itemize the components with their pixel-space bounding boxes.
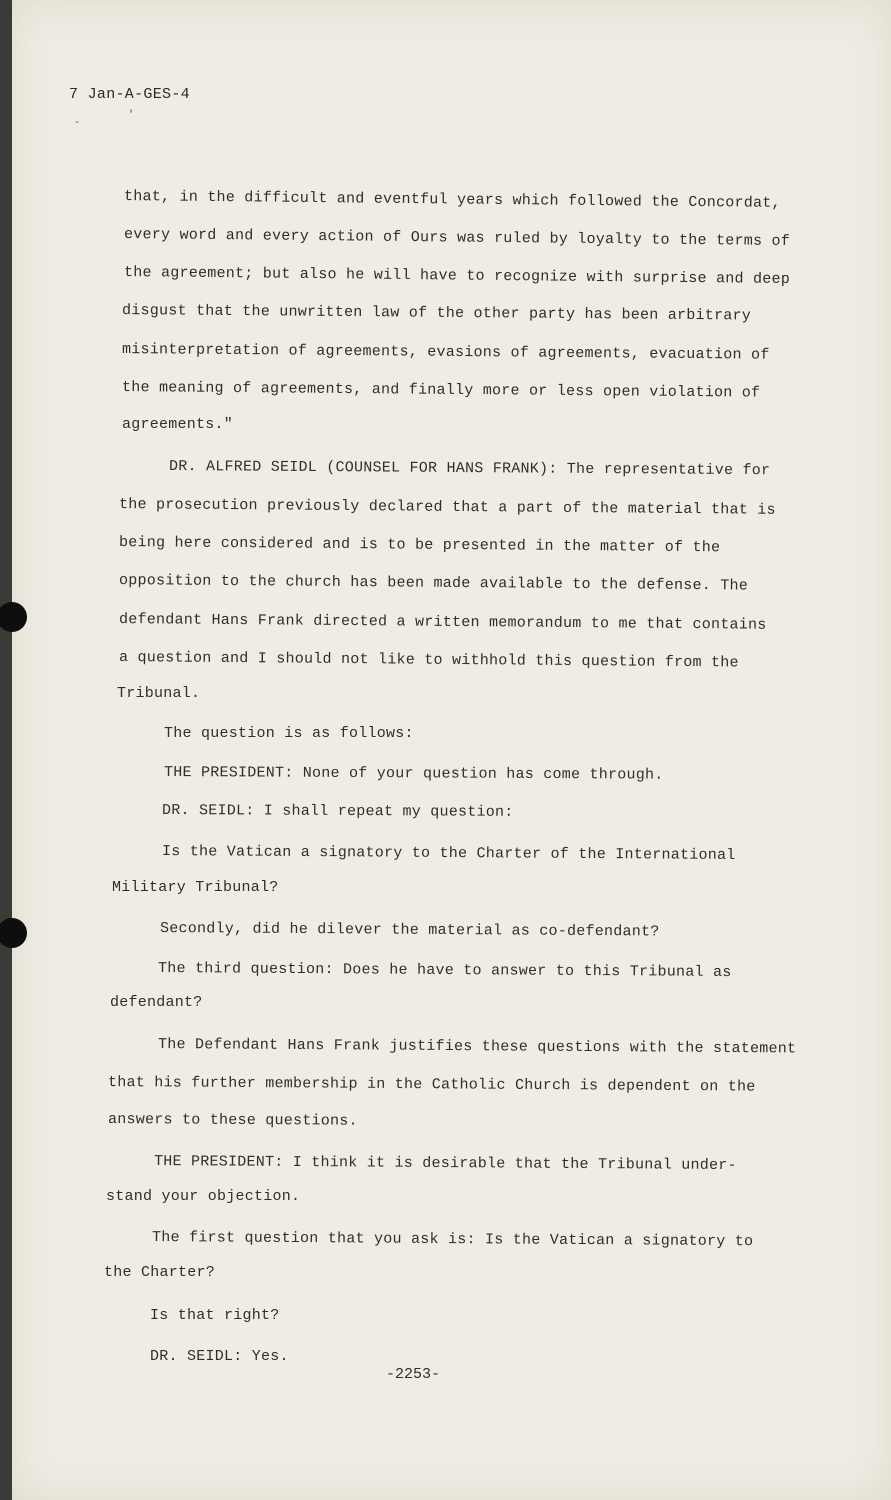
text-line: answers to these questions. [107, 1111, 358, 1130]
text-line: Is that right? [150, 1307, 280, 1324]
text-line: defendant? [110, 994, 203, 1011]
text-line: The third question: Does he have to answer to this Tribunal as [157, 960, 732, 982]
text-line: defendant Hans Frank directed a written memorandum to me that contains [118, 611, 767, 634]
text-line: Military Tribunal? [112, 879, 279, 896]
punch-hole-upper [0, 602, 27, 632]
speaker-line: DR. SEIDL: Yes. [150, 1348, 289, 1365]
ink-speck: ' [128, 110, 135, 121]
text-line: stand your objection. [106, 1188, 301, 1205]
text-line: that, in the difficult and eventful years which followed the Concordat, [123, 188, 781, 212]
speaker-line: THE PRESIDENT: None of your question has come through. [163, 764, 664, 784]
text-line: being here considered and is to be presented in the matter of the [118, 534, 721, 557]
text-line: The Defendant Hans Frank justifies these questions with the statement [157, 1036, 797, 1058]
text-line: a question and I should not like to withhold this question from the [118, 649, 739, 672]
text-line: every word and every action of Ours was ruled by loyalty to the terms of [123, 226, 791, 250]
speaker-line: DR. ALFRED SEIDL (COUNSEL FOR HANS FRANK): The representative for [168, 458, 771, 480]
text-line: the prosecution previously declared that a part of the material that is [118, 496, 776, 519]
text-line: the Charter? [104, 1264, 216, 1281]
page-identifier: 7 Jan-A-GES-4 [69, 86, 190, 103]
speaker-line: THE PRESIDENT: I think it is desirable that the Tribunal under- [153, 1153, 737, 1175]
text-line: The question is as follows: [164, 725, 414, 742]
text-line: the meaning of agreements, and finally more or less open violation of [121, 379, 761, 402]
text-line: disgust that the unwritten law of the other party has been arbitrary [121, 302, 752, 325]
text-line: misinterpretation of agreements, evasions of agreements, evacuation of [121, 341, 770, 364]
text-line: Is the Vatican a signatory to the Charter of the International [161, 843, 736, 865]
text-line: the agreement; but also he will have to recognize with surprise and deep [123, 264, 791, 288]
text-line: Secondly, did he dilever the material as co-defendant? [159, 920, 660, 941]
text-line: that his further membership in the Catholic Church is dependent on the [107, 1074, 756, 1096]
text-line: opposition to the church has been made available to the defense. The [118, 572, 749, 595]
speaker-line: DR. SEIDL: I shall repeat my question: [161, 802, 514, 821]
ink-speck: - [74, 118, 81, 129]
page-number: -2253- [386, 1366, 441, 1383]
document-page [12, 0, 891, 1500]
text-line: Tribunal. [117, 685, 201, 702]
text-line: agreements." [122, 416, 234, 433]
text-line: The first question that you ask is: Is the Vatican a signatory to [151, 1229, 754, 1251]
punch-hole-lower [0, 918, 27, 948]
